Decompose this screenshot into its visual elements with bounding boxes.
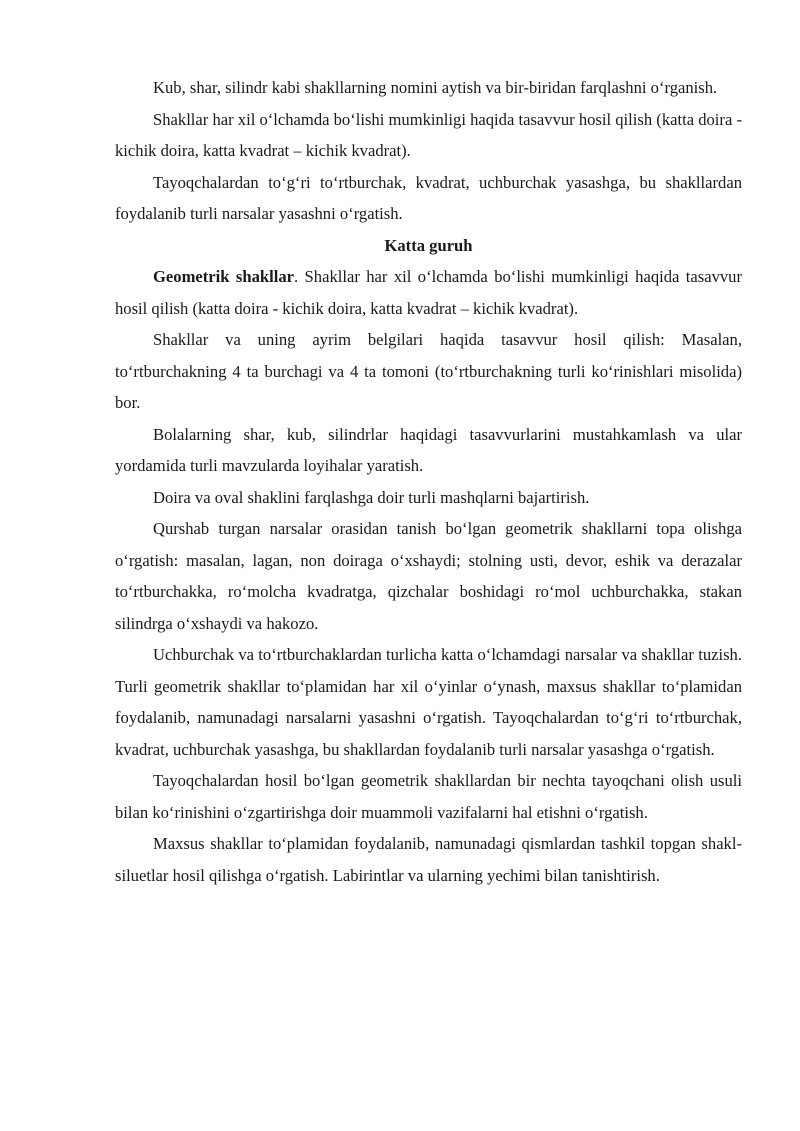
- paragraph: Kub, shar, silindr kabi shakllarning nomini aytish va bir-biridan farqlashni o‘rganish.: [153, 78, 718, 97]
- section-heading: Katta guruh: [384, 235, 473, 255]
- paragraph: Shakllar va uning ayrim belgilari haqida tasavvur hosil qilish: Masalan, to‘rtburchakning 4 ta burchagi va 4 ta tomoni (to‘rtburchakning turli ko‘rinishlari misolida) bor.: [115, 330, 742, 412]
- document-page: [115, 72, 742, 891]
- paragraph: Tayoqchalardan hosil bo‘lgan geometrik shakllardan bir nechta tayoqchani olish usuli bilan ko‘rinishini o‘zgartirishga doir muammoli vazifalarni hal etishni o‘rgatish.: [115, 771, 742, 822]
- paragraph: Uchburchak va to‘rtburchaklardan turlicha katta o‘lchamdagi narsalar va shakllar tuzish. Turli geometrik shakllar to‘plamidan har xil o‘yinlar o‘ynash, maxsus shakllar to‘plamidan foydalanib, namunadagi narsalarni yasashni o‘rgatish. Tayoqchalardan to‘g‘ri to‘rtburchak, kvadrat, uchburchak yasashga, bu shakllardan foydalanib turli narsalar yasashga o‘rgatish.: [115, 645, 742, 759]
- paragraph: Shakllar har xil o‘lchamda bo‘lishi mumkinligi haqida tasavvur hosil qilish (katta doira - kichik doira, katta kvadrat – kichik kvadrat).: [115, 109, 742, 160]
- paragraph: Tayoqchalardan to‘g‘ri to‘rtburchak, kvadrat, uchburchak yasashga, bu shakllardan foydalanib turli narsalar yasashni o‘rgatish.: [115, 172, 742, 223]
- paragraph: Bolalarning shar, kub, silindrlar haqidagi tasavvurlarini mustahkamlash va ular yordamida turli mavzularda loyihalar yaratish.: [115, 424, 742, 475]
- bold-lead: Geometrik shakllar: [153, 267, 294, 286]
- paragraph-rest: . Shakllar har xil o‘lchamda bo‘lishi mumkinligi haqida tasavvur hosil qilish (katta doira - kichik doira, katta kvadrat – kichik kvadrat).: [115, 267, 743, 318]
- paragraph-geometrik-shakllar: [115, 261, 742, 324]
- paragraph: Qurshab turgan narsalar orasidan tanish bo‘lgan geometrik shakllarni topa olishga o‘rgatish: masalan, lagan, non doiraga o‘xshaydi; stolning usti, devor, eshik va derazalar to‘rtburchakka, ro‘molcha kvadratga, qizchalar boshidagi ro‘mol uchburchakka, stakan silindrga o‘xshaydi va hakozo.: [115, 519, 742, 633]
- paragraph: Doira va oval shaklini farqlashga doir turli mashqlarni bajartirish.: [153, 487, 590, 507]
- paragraph: Maxsus shakllar to‘plamidan foydalanib, namunadagi qismlardan tashkil topgan shakl-siluetlar hosil qilishga o‘rgatish. Labirintlar va ularning yechimi bilan tanishtirish.: [115, 834, 742, 885]
